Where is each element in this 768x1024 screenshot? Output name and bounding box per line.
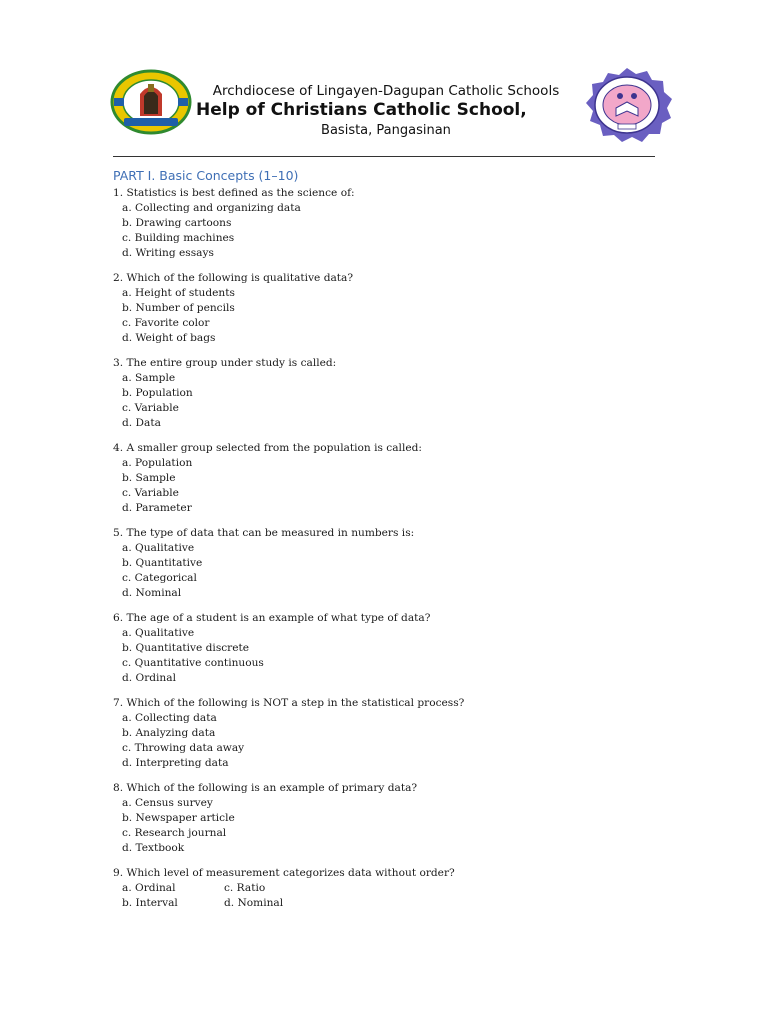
question-4 [113, 441, 673, 516]
option-d: d. Weight of bags [122, 332, 216, 344]
question-2 [113, 271, 673, 346]
question-stem: 4. A smaller group selected from the population is called: [113, 442, 422, 454]
option-b: b. Analyzing data [122, 727, 216, 739]
question-3 [113, 356, 673, 431]
option-c: c. Research journal [122, 827, 227, 839]
option-d: d. Writing essays [122, 247, 214, 259]
question-stem: 7. Which of the following is NOT a step in the statistical process? [113, 697, 465, 709]
question-stem: 9. Which level of measurement categorizes data without order? [113, 867, 455, 879]
option-a: a. Height of students [122, 287, 235, 299]
question-1 [113, 186, 673, 261]
option-d: d. Parameter [122, 502, 192, 514]
option-c: c. Throwing data away [122, 742, 245, 754]
option-d: d. Textbook [122, 842, 185, 854]
option-d: d. Ordinal [122, 672, 176, 684]
option-b: b. Sample [122, 472, 176, 484]
option-a: a. Collecting data [122, 712, 217, 724]
question-stem: 3. The entire group under study is called: [113, 357, 337, 369]
option-b: b. Drawing cartoons [122, 217, 232, 229]
option-d: d. Nominal [224, 897, 284, 909]
option-b: b. Population [122, 387, 193, 399]
option-d: d. Data [122, 417, 161, 429]
question-7 [113, 696, 673, 771]
option-row [113, 881, 673, 896]
question-stem: 6. The age of a student is an example of what type of data? [113, 612, 431, 624]
school-name: Help of Christians Catholic School, [196, 100, 527, 120]
option-d: d. Nominal [122, 587, 182, 599]
option-c: c. Categorical [122, 572, 197, 584]
question-stem: 1. Statistics is best defined as the science of: [113, 187, 355, 199]
option-a: a. Collecting and organizing data [122, 202, 301, 214]
option-c: c. Quantitative continuous [122, 657, 264, 669]
question-6 [113, 611, 673, 686]
option-a: a. Sample [122, 372, 176, 384]
option-a: a. Qualitative [122, 627, 195, 639]
option-a: a. Qualitative [122, 542, 195, 554]
question-stem: 8. Which of the following is an example of primary data? [113, 782, 418, 794]
header-divider [113, 156, 655, 157]
option-b: b. Quantitative [122, 557, 203, 569]
question-8 [113, 781, 673, 856]
question-5 [113, 526, 673, 601]
option-c: c. Ratio [224, 882, 266, 894]
option-c: c. Variable [122, 487, 179, 499]
question-stem: 2. Which of the following is qualitative data? [113, 272, 354, 284]
archdiocese-seal-icon [110, 68, 192, 136]
option-a: a. Census survey [122, 797, 213, 809]
option-b: b. Interval [122, 897, 178, 909]
option-a: a. Ordinal [122, 882, 176, 894]
option-b: b. Quantitative discrete [122, 642, 250, 654]
school-seal-icon [580, 66, 674, 144]
part-title: PART I. Basic Concepts (1–10) [113, 168, 299, 183]
school-location: Basista, Pangasinan [321, 123, 451, 138]
question-stem: 5. The type of data that can be measured in numbers is: [113, 527, 415, 539]
option-row [113, 896, 673, 911]
question-list [113, 186, 673, 921]
option-c: c. Building machines [122, 232, 235, 244]
option-c: c. Favorite color [122, 317, 210, 329]
question-9 [113, 866, 673, 911]
archdiocese-name: Archdiocese of Lingayen-Dagupan Catholic Schools [212, 83, 560, 99]
option-a: a. Population [122, 457, 193, 469]
option-d: d. Interpreting data [122, 757, 229, 769]
page-header [0, 0, 768, 160]
option-b: b. Number of pencils [122, 302, 235, 314]
option-b: b. Newspaper article [122, 812, 235, 824]
option-c: c. Variable [122, 402, 179, 414]
